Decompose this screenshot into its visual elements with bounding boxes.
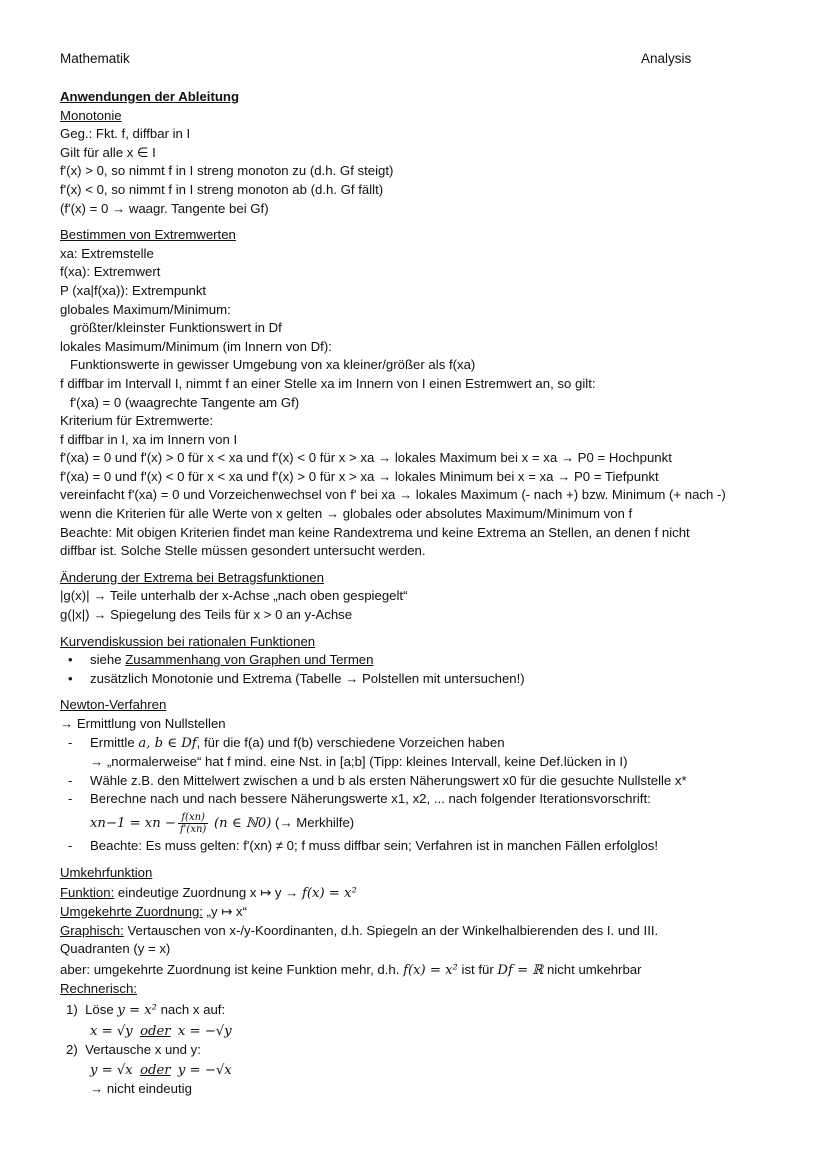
text-line: P (xa|f(xa)): Extrempunkt [60,282,207,298]
text-line: diffbar ist. Solche Stelle müssen gesondert untersucht werden. [60,543,426,559]
list-item [60,734,780,754]
text-line: f'(xa) = 0 und f'(x) < 0 für x < xa und f'(x) > 0 für x > xa → lokales Minimum bei x = xa → P0 = Tiefpunkt [60,468,659,484]
math-expression: x = −√y [177,1023,232,1039]
text-line [60,882,780,903]
list-item [60,651,780,670]
text-line: → „normalerweise“ hat f mind. eine Nst. in [a;b] (Tipp: kleines Intervall, keine Def.lücken in I) [90,754,628,770]
math-expression: f(x) = x² [403,962,458,978]
list-item [60,1041,780,1060]
document-body [60,88,780,1099]
text-line: Funktionswerte in gewisser Umgebung von xa kleiner/größer als f(xa) [70,357,476,373]
text-line: f'(xa) = 0 (waagrechte Tangente am Gf) [70,394,300,410]
equation-line [60,1059,780,1080]
label: Funktion: [60,885,115,901]
text-span: Vertauschen von x-/y-Koordinanten, d.h. Spiegeln an der Winkelhalbierenden des I. und III. [123,922,659,938]
text-line: wenn die Kriterien für alle Werte von x gelten → globales oder absolutes Maximum/Minimum von f [60,506,633,522]
text-line [60,959,780,980]
list-item: - Berechne nach und nach bessere Näherungswerte x1, x2, ... nach folgender Iterationsvorschrift: [60,790,780,809]
fraction-numerator: f(xn) [178,812,208,824]
page-title: Anwendungen der Ableitung [60,89,239,104]
text-span: ist für [457,961,498,977]
section-heading-newton: Newton-Verfahren [60,697,167,713]
text-span: oder [140,1063,171,1079]
text-line: f'(x) < 0, so nimmt f in I streng monoton ab (d.h. Gf fällt) [60,181,384,197]
text-line: |g(x)| → Teile unterhalb der x-Achse „nach oben gespiegelt“ [60,588,408,604]
text-line [60,903,780,922]
text-line: Geg.: Fkt. f, diffbar in I [60,126,191,142]
text-line: Kriterium für Extremwerte: [60,413,214,429]
equation-line [60,1020,780,1041]
label: Rechnerisch: [60,980,137,996]
text-line: Gilt für alle x ∈ I [60,144,156,160]
text-span: eindeutige Zuordnung x ↦ y → [114,885,302,901]
text-span: Ermittle [90,734,139,750]
text-line: f'(x) > 0, so nimmt f in I streng monoton zu (d.h. Gf steigt) [60,163,394,179]
text-line: Quadranten (y = x) [60,941,171,957]
fraction-denominator: f'(xn) [179,823,207,835]
newton-formula [60,809,780,837]
list-number: 1) [66,1001,78,1017]
section-heading-monotonie: Monotonie [60,107,122,123]
text-span: aber: umgekehrte Zuordnung ist keine Funktion mehr, d.h. [60,961,404,977]
text-line: globales Maximum/Minimum: [60,301,231,317]
math-expression: x = √y [90,1023,133,1039]
text-line: f diffbar in I, xa im Innern von I [60,431,238,447]
math-expression: a, b ∈ Df [138,735,197,751]
section-heading-kurvendiskussion: Kurvendiskussion bei rationalen Funktionen [60,633,316,649]
text-span: Vertausche x und y: [85,1041,201,1057]
text-line: xa: Extremstelle [60,245,154,261]
math-expression: xn−1 = xn − [90,815,176,831]
list-item: • zusätzlich Monotonie und Extrema (Tabelle → Polstellen mit untersuchen!) [60,670,780,689]
section-heading-betragsfunktionen: Änderung der Extrema bei Betragsfunktionen [60,569,324,585]
math-expression: y = √x [90,1063,133,1079]
text-line [60,922,780,941]
text-line: Beachte: Mit obigen Kriterien findet man keine Randextrema und keine Extrema an Stellen, an denen f nicht [60,524,690,540]
math-expression: Df = ℝ [497,962,544,978]
text-line: → Ermittlung von Nullstellen [60,716,226,731]
graph-term-link[interactable]: Zusammenhang von Graphen und Termen [125,652,374,668]
text-span: Löse [85,1001,118,1017]
fraction [178,812,208,835]
text-span: oder [140,1023,171,1039]
math-expression: y = x² [117,1002,157,1018]
label: Graphisch: [60,922,124,938]
text-line: größter/kleinster Funktionswert in Df [70,320,282,336]
header-topic: Analysis [641,51,692,66]
text-span: nach x auf: [156,1001,226,1017]
text-line: (f'(x) = 0 → waagr. Tangente bei Gf) [60,200,269,216]
section-heading-extremwerte: Bestimmen von Extremwerten [60,227,236,243]
text-span: , für die f(a) und f(b) verschiedene Vorzeichen haben [196,734,505,750]
math-expression: y = −√x [177,1063,232,1079]
text-span: „y ↦ x“ [202,904,247,920]
list-item [60,999,780,1020]
label: Umgekehrte Zuordnung: [60,904,203,920]
header-subject: Mathematik [60,51,130,66]
text-span: nicht umkehrbar [543,961,642,977]
math-expression: f(x) = x² [301,886,357,902]
list-item: - Wähle z.B. den Mittelwert zwischen a und b als ersten Näherungswert x0 für die gesuchte Nullstelle x* [60,772,780,791]
text-span: siehe [90,652,126,668]
text-span: (→ Merkhilfe) [275,814,355,830]
text-line: → nicht eindeutig [90,1081,192,1097]
text-line: vereinfacht f'(xa) = 0 und Vorzeichenwechsel von f' bei xa → lokales Maximum (- nach +) bzw. Minimum (+ nach -) [60,487,726,503]
text-line: f(xa): Extremwert [60,264,161,280]
list-item: - Beachte: Es muss gelten: f'(xn) ≠ 0; f muss diffbar sein; Verfahren ist in manchen Fällen erfolglos! [60,837,780,856]
text-line: f'(xa) = 0 und f'(x) > 0 für x < xa und f'(x) < 0 für x > xa → lokales Maximum bei x = xa → P0 = Hochpunkt [60,450,672,466]
text-line: lokales Masimum/Minimum (im Innern von Df): [60,338,332,354]
math-expression: (n ∈ ℕ0) [214,815,272,831]
section-heading-umkehrfunktion: Umkehrfunktion [60,864,153,880]
text-line: f diffbar im Intervall I, nimmt f an einer Stelle xa im Innern von I einen Estremwert an, so gilt: [60,375,596,391]
text-line: g(|x|) → Spiegelung des Teils für x > 0 an y-Achse [60,607,353,623]
list-number: 2) [66,1041,78,1057]
